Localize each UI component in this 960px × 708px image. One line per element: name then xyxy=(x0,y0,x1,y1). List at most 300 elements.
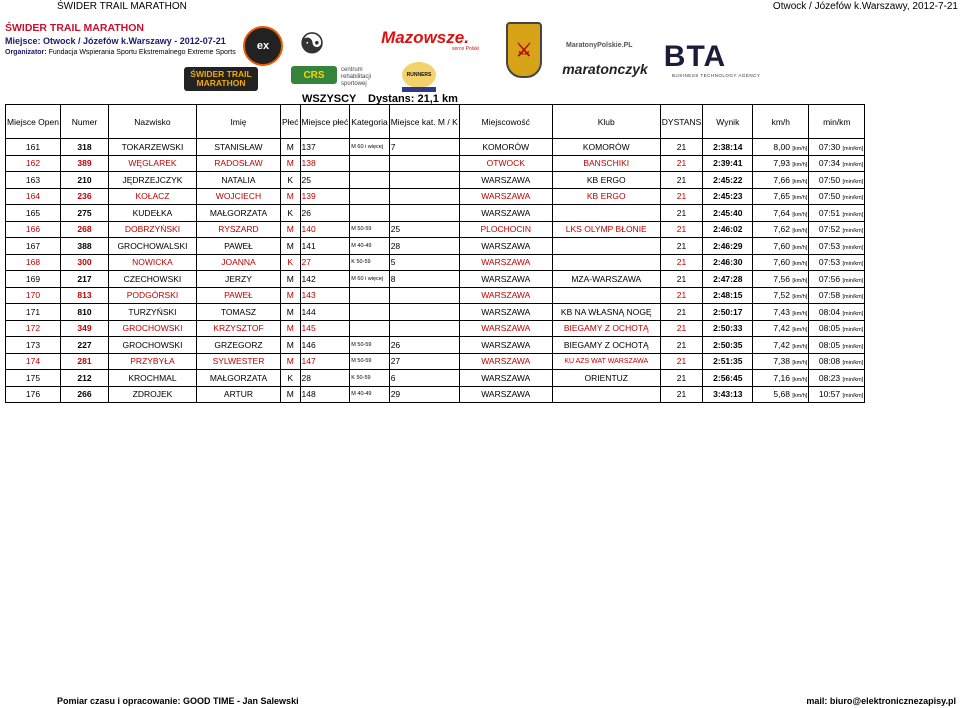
cell-time: 2:46:02 xyxy=(703,221,753,238)
pace-value: 07:30 xyxy=(818,141,841,152)
cell-num: 212 xyxy=(60,370,108,387)
cell-num: 300 xyxy=(60,254,108,271)
kmh-unit: [km/h] xyxy=(792,376,808,383)
cell-city: WARSZAWA xyxy=(459,188,552,205)
runners-text: RUNNERS xyxy=(406,72,432,78)
cell-sex: M xyxy=(280,320,300,337)
col-category-place: Miejsce kat. M / K xyxy=(389,105,459,139)
cell-club xyxy=(552,254,660,271)
cell-catpl xyxy=(389,205,459,222)
cell-cat xyxy=(350,155,389,172)
cell-kmh xyxy=(753,155,809,172)
cell-city: WARSZAWA xyxy=(459,271,552,288)
col-first-name: Imię xyxy=(196,105,280,139)
cell-sexpl: 142 xyxy=(300,271,350,288)
cell-kmh xyxy=(753,205,809,222)
pace-value: 07:58 xyxy=(818,290,841,301)
cell-num: 349 xyxy=(60,320,108,337)
cell-time: 2:50:33 xyxy=(703,320,753,337)
kmh-value: 7,93 xyxy=(773,158,790,169)
cell-cat xyxy=(350,188,389,205)
cell-first: SYLWESTER xyxy=(196,353,280,370)
table-row xyxy=(6,304,865,321)
cell-city: PLOCHOCIN xyxy=(459,221,552,238)
cell-sexpl: 144 xyxy=(300,304,350,321)
table-row xyxy=(6,188,865,205)
kmh-value: 7,52 xyxy=(773,290,790,301)
cell-time: 2:50:17 xyxy=(703,304,753,321)
cell-sex: M xyxy=(280,155,300,172)
cell-sex: K xyxy=(280,205,300,222)
cell-dist: 21 xyxy=(660,188,703,205)
cell-pace xyxy=(809,353,865,370)
cell-club: KB ERGO xyxy=(552,172,660,189)
cell-time: 2:56:45 xyxy=(703,370,753,387)
cell-city: WARSZAWA xyxy=(459,254,552,271)
pace-value: 07:50 xyxy=(818,191,841,202)
cell-club xyxy=(552,205,660,222)
cell-last: TURZYŃSKI xyxy=(108,304,196,321)
footer-contact: mail: biuro@elektronicznezapisy.pl xyxy=(806,696,956,706)
cell-last: PODGÓRSKI xyxy=(108,287,196,304)
table-row xyxy=(6,320,865,337)
cell-last: JĘDRZEJCZYK xyxy=(108,172,196,189)
cell-dist: 21 xyxy=(660,155,703,172)
organizer-name: Fundacja Wspierania Sportu Ekstremalnego Extreme Sports xyxy=(48,49,236,56)
cell-dist: 21 xyxy=(660,320,703,337)
cell-open: 161 xyxy=(6,139,61,156)
kmh-value: 7,66 xyxy=(773,174,790,185)
cell-kmh xyxy=(753,238,809,255)
cell-catpl: 7 xyxy=(389,139,459,156)
cell-club: KU AZS WAT WARSZAWA xyxy=(552,353,660,370)
cell-time: 2:47:28 xyxy=(703,271,753,288)
kmh-unit: [km/h] xyxy=(792,360,808,367)
cell-sex: K xyxy=(280,370,300,387)
cell-num: 813 xyxy=(60,287,108,304)
cell-cat xyxy=(350,304,389,321)
cell-club: BANSCHIKI xyxy=(552,155,660,172)
cell-sex: M xyxy=(280,386,300,403)
cell-open: 164 xyxy=(6,188,61,205)
city-crest-icon: ⚔ xyxy=(506,22,542,78)
cell-city: WARSZAWA xyxy=(459,287,552,304)
top-bar-event: ŚWIDER TRAIL MARATHON xyxy=(57,1,187,12)
cell-pace xyxy=(809,139,865,156)
cell-club: KB NA WŁASNĄ NOGĘ xyxy=(552,304,660,321)
cell-open: 168 xyxy=(6,254,61,271)
cell-num: 388 xyxy=(60,238,108,255)
top-bar xyxy=(0,0,960,14)
cell-time: 2:45:40 xyxy=(703,205,753,222)
cell-sexpl: 26 xyxy=(300,205,350,222)
table-row xyxy=(6,155,865,172)
cell-kmh xyxy=(753,386,809,403)
table-row xyxy=(6,221,865,238)
cell-pace xyxy=(809,304,865,321)
cell-sex: K xyxy=(280,254,300,271)
pace-unit: [min/km] xyxy=(842,145,864,152)
cell-open: 167 xyxy=(6,238,61,255)
cell-pace xyxy=(809,188,865,205)
cell-kmh xyxy=(753,353,809,370)
cell-sexpl: 146 xyxy=(300,337,350,354)
cell-pace xyxy=(809,221,865,238)
pace-value: 08:05 xyxy=(818,339,841,350)
pace-value: 08:23 xyxy=(818,372,841,383)
col-last-name: Nazwisko xyxy=(108,105,196,139)
col-result: Wynik xyxy=(703,105,753,139)
cell-first: GRZEGORZ xyxy=(196,337,280,354)
cell-catpl: 27 xyxy=(389,353,459,370)
cell-open: 176 xyxy=(6,386,61,403)
pace-value: 08:08 xyxy=(818,356,841,367)
cell-open: 171 xyxy=(6,304,61,321)
cell-kmh xyxy=(753,370,809,387)
cell-sexpl: 137 xyxy=(300,139,350,156)
pace-value: 07:51 xyxy=(818,207,841,218)
table-row xyxy=(6,370,865,387)
cell-last: GROCHOWSKI xyxy=(108,320,196,337)
kmh-value: 5,68 xyxy=(773,389,790,400)
kmh-unit: [km/h] xyxy=(792,261,808,268)
kmh-unit: [km/h] xyxy=(792,228,808,235)
kmh-value: 8,00 xyxy=(773,141,790,152)
runners-logo xyxy=(402,62,436,88)
kmh-unit: [km/h] xyxy=(792,162,808,169)
cell-club: KOMORÓW xyxy=(552,139,660,156)
kmh-unit: [km/h] xyxy=(792,145,808,152)
cell-sexpl: 147 xyxy=(300,353,350,370)
cell-sexpl: 140 xyxy=(300,221,350,238)
kmh-value: 7,60 xyxy=(773,257,790,268)
col-kmh: km/h xyxy=(753,105,809,139)
cell-time: 2:38:14 xyxy=(703,139,753,156)
cell-time: 2:51:35 xyxy=(703,353,753,370)
col-category: Kategoria xyxy=(350,105,389,139)
cell-cat: M 50-59 xyxy=(350,221,389,238)
cell-time: 2:45:23 xyxy=(703,188,753,205)
cell-time: 2:48:15 xyxy=(703,287,753,304)
kmh-unit: [km/h] xyxy=(792,294,808,301)
cell-last: KROCHMAL xyxy=(108,370,196,387)
pace-unit: [min/km] xyxy=(842,294,864,301)
cell-num: 266 xyxy=(60,386,108,403)
kmh-unit: [km/h] xyxy=(792,343,808,350)
event-place: Miejsce: Otwock / Józefów k.Warszawy - 2012-07-21 xyxy=(5,36,226,46)
cell-cat: K 50-59 xyxy=(350,370,389,387)
pace-unit: [min/km] xyxy=(842,327,864,334)
cell-catpl xyxy=(389,188,459,205)
maratony-polskie-logo: MaratonyPolskie.PL xyxy=(566,41,633,49)
cell-cat xyxy=(350,320,389,337)
cell-city: WARSZAWA xyxy=(459,386,552,403)
cell-club: BIEGAMY Z OCHOTĄ xyxy=(552,320,660,337)
cell-catpl: 29 xyxy=(389,386,459,403)
bta-logo: BTA xyxy=(663,40,727,73)
cell-time: 2:50:35 xyxy=(703,337,753,354)
cell-pace xyxy=(809,205,865,222)
cell-open: 163 xyxy=(6,172,61,189)
crs-text: centrum rehabilitacji sportowej xyxy=(341,67,372,87)
cell-catpl xyxy=(389,155,459,172)
cell-sex: M xyxy=(280,353,300,370)
kmh-value: 7,38 xyxy=(773,356,790,367)
col-sex: Płeć xyxy=(280,105,300,139)
cell-last: ZDROJEK xyxy=(108,386,196,403)
cell-dist: 21 xyxy=(660,205,703,222)
cell-last: NOWICKA xyxy=(108,254,196,271)
cell-dist: 21 xyxy=(660,254,703,271)
pace-unit: [min/km] xyxy=(842,310,864,317)
cell-dist: 21 xyxy=(660,353,703,370)
cell-first: MAŁGORZATA xyxy=(196,370,280,387)
table-row xyxy=(6,205,865,222)
cell-pace xyxy=(809,172,865,189)
table-header-row xyxy=(6,105,865,139)
kmh-unit: [km/h] xyxy=(792,393,808,400)
cell-club: BIEGAMY Z OCHOTĄ xyxy=(552,337,660,354)
cell-first: JERZY xyxy=(196,271,280,288)
maratonczyk-logo: maratonczyk xyxy=(562,61,648,77)
cell-catpl: 28 xyxy=(389,238,459,255)
cell-kmh xyxy=(753,172,809,189)
pace-value: 07:34 xyxy=(818,158,841,169)
cell-first: PAWEŁ xyxy=(196,287,280,304)
table-row xyxy=(6,172,865,189)
cell-dist: 21 xyxy=(660,304,703,321)
cell-num: 217 xyxy=(60,271,108,288)
cell-cat: M 50-59 xyxy=(350,337,389,354)
cell-num: 227 xyxy=(60,337,108,354)
cell-city: WARSZAWA xyxy=(459,205,552,222)
pace-value: 07:56 xyxy=(818,273,841,284)
cell-cat xyxy=(350,172,389,189)
table-row xyxy=(6,337,865,354)
table-row xyxy=(6,386,865,403)
cell-sex: M xyxy=(280,287,300,304)
results-category: WSZYSCY xyxy=(302,93,357,105)
cell-city: OTWOCK xyxy=(459,155,552,172)
cell-catpl: 25 xyxy=(389,221,459,238)
cell-dist: 21 xyxy=(660,337,703,354)
cell-sex: M xyxy=(280,188,300,205)
col-minkm: min/km xyxy=(809,105,865,139)
col-distance: DYSTANS xyxy=(660,105,703,139)
cell-city: KOMORÓW xyxy=(459,139,552,156)
cell-time: 2:39:41 xyxy=(703,155,753,172)
cell-kmh xyxy=(753,254,809,271)
cell-time: 2:45:22 xyxy=(703,172,753,189)
cell-catpl: 5 xyxy=(389,254,459,271)
cell-kmh xyxy=(753,304,809,321)
cell-kmh xyxy=(753,188,809,205)
cell-time: 3:43:13 xyxy=(703,386,753,403)
cell-club: MZA-WARSZAWA xyxy=(552,271,660,288)
cell-kmh xyxy=(753,221,809,238)
kmh-unit: [km/h] xyxy=(792,178,808,185)
crs-logo: CRS xyxy=(291,66,337,84)
cell-open: 174 xyxy=(6,353,61,370)
kids-logo-icon: ☯ xyxy=(299,27,325,59)
cell-catpl xyxy=(389,287,459,304)
col-number: Numer xyxy=(60,105,108,139)
cell-pace xyxy=(809,337,865,354)
cell-cat: M 40-49 xyxy=(350,238,389,255)
cell-cat: M 40-49 xyxy=(350,386,389,403)
cell-first: JOANNA xyxy=(196,254,280,271)
organizer-line xyxy=(5,49,245,56)
pace-value: 07:52 xyxy=(818,224,841,235)
cell-open: 172 xyxy=(6,320,61,337)
kmh-unit: [km/h] xyxy=(792,211,808,218)
col-sex-place: Miejsce płeć xyxy=(300,105,350,139)
cell-open: 165 xyxy=(6,205,61,222)
cell-kmh xyxy=(753,271,809,288)
col-city: Miejscowość xyxy=(459,105,552,139)
pace-value: 07:53 xyxy=(818,257,841,268)
cell-city: WARSZAWA xyxy=(459,304,552,321)
kmh-unit: [km/h] xyxy=(792,277,808,284)
cell-cat: M 60 i więcej xyxy=(350,139,389,156)
cell-num: 389 xyxy=(60,155,108,172)
cell-open: 175 xyxy=(6,370,61,387)
cell-last: KUDEŁKA xyxy=(108,205,196,222)
kmh-value: 7,60 xyxy=(773,240,790,251)
cell-sexpl: 139 xyxy=(300,188,350,205)
cell-sexpl: 27 xyxy=(300,254,350,271)
pace-unit: [min/km] xyxy=(842,244,864,251)
cell-pace xyxy=(809,254,865,271)
kmh-unit: [km/h] xyxy=(792,310,808,317)
cell-sexpl: 148 xyxy=(300,386,350,403)
cell-last: CZECHOWSKI xyxy=(108,271,196,288)
cell-cat xyxy=(350,287,389,304)
cell-num: 275 xyxy=(60,205,108,222)
cell-cat: M 60 i więcej xyxy=(350,271,389,288)
cell-dist: 21 xyxy=(660,172,703,189)
kmh-unit: [km/h] xyxy=(792,244,808,251)
pace-unit: [min/km] xyxy=(842,228,864,235)
cell-num: 268 xyxy=(60,221,108,238)
cell-pace xyxy=(809,238,865,255)
table-row xyxy=(6,271,865,288)
cell-num: 318 xyxy=(60,139,108,156)
event-title: ŚWIDER TRAIL MARATHON xyxy=(5,22,145,34)
cell-first: MAŁGORZATA xyxy=(196,205,280,222)
kmh-value: 7,42 xyxy=(773,323,790,334)
cell-cat xyxy=(350,205,389,222)
cell-city: WARSZAWA xyxy=(459,353,552,370)
cell-pace xyxy=(809,386,865,403)
cell-club xyxy=(552,287,660,304)
cell-sexpl: 28 xyxy=(300,370,350,387)
col-open: Miejsce Open xyxy=(6,105,61,139)
cell-first: RADOSŁAW xyxy=(196,155,280,172)
cell-kmh xyxy=(753,139,809,156)
cell-pace xyxy=(809,271,865,288)
runners-banner xyxy=(402,87,436,92)
swider-trail-logo: ŚWIDER TRAIL MARATHON xyxy=(184,67,258,91)
table-row xyxy=(6,238,865,255)
organizer-label: Organizator: xyxy=(5,49,47,56)
results-table xyxy=(5,104,865,403)
cell-open: 173 xyxy=(6,337,61,354)
cell-sex: M xyxy=(280,304,300,321)
col-club: Klub xyxy=(552,105,660,139)
pace-value: 08:05 xyxy=(818,323,841,334)
cell-dist: 21 xyxy=(660,386,703,403)
cell-time: 2:46:29 xyxy=(703,238,753,255)
cell-dist: 21 xyxy=(660,238,703,255)
cell-city: WARSZAWA xyxy=(459,370,552,387)
footer-timing: Pomiar czasu i opracowanie: GOOD TIME - Jan Salewski xyxy=(57,696,299,706)
pace-unit: [min/km] xyxy=(842,211,864,218)
cell-kmh xyxy=(753,337,809,354)
cell-dist: 21 xyxy=(660,221,703,238)
cell-catpl: 26 xyxy=(389,337,459,354)
pace-value: 08:04 xyxy=(818,306,841,317)
cell-last: GROCHOWALSKI xyxy=(108,238,196,255)
pace-value: 10:57 xyxy=(818,389,841,400)
kmh-unit: [km/h] xyxy=(792,195,808,202)
pace-unit: [min/km] xyxy=(842,343,864,350)
cell-num: 236 xyxy=(60,188,108,205)
cell-last: KOŁACZ xyxy=(108,188,196,205)
cell-pace xyxy=(809,155,865,172)
cell-pace xyxy=(809,370,865,387)
kmh-value: 7,65 xyxy=(773,191,790,202)
cell-last: PRZYBYŁA xyxy=(108,353,196,370)
race-distance: Dystans: 21,1 km xyxy=(368,93,458,105)
cell-dist: 21 xyxy=(660,370,703,387)
cell-open: 170 xyxy=(6,287,61,304)
mazowsze-logo: Mazowsze. xyxy=(381,28,469,47)
mazowsze-slogan: serce Polski xyxy=(452,46,479,52)
cell-catpl: 6 xyxy=(389,370,459,387)
cell-sex: M xyxy=(280,271,300,288)
cell-club xyxy=(552,386,660,403)
pace-unit: [min/km] xyxy=(842,277,864,284)
cell-first: PAWEŁ xyxy=(196,238,280,255)
cell-catpl xyxy=(389,172,459,189)
cell-cat: M 50-59 xyxy=(350,353,389,370)
cell-sexpl: 143 xyxy=(300,287,350,304)
table-row xyxy=(6,353,865,370)
kmh-value: 7,43 xyxy=(773,306,790,317)
cell-city: WARSZAWA xyxy=(459,320,552,337)
kmh-value: 7,64 xyxy=(773,207,790,218)
pace-unit: [min/km] xyxy=(842,360,864,367)
cell-sex: M xyxy=(280,221,300,238)
kmh-value: 7,62 xyxy=(773,224,790,235)
cell-sexpl: 145 xyxy=(300,320,350,337)
cell-dist: 21 xyxy=(660,271,703,288)
pace-value: 07:50 xyxy=(818,174,841,185)
cell-open: 169 xyxy=(6,271,61,288)
runex-logo: ex xyxy=(243,26,283,66)
cell-city: WARSZAWA xyxy=(459,337,552,354)
cell-first: TOMASZ xyxy=(196,304,280,321)
cell-open: 166 xyxy=(6,221,61,238)
pace-value: 07:53 xyxy=(818,240,841,251)
table-row xyxy=(6,254,865,271)
cell-catpl: 8 xyxy=(389,271,459,288)
cell-time: 2:46:30 xyxy=(703,254,753,271)
top-bar-place-date: Otwock / Józefów k.Warszawy, 2012-7-21 xyxy=(772,1,958,12)
bta-slogan: BUSINESS TECHNOLOGY AGENCY xyxy=(672,73,761,78)
pace-unit: [min/km] xyxy=(842,376,864,383)
